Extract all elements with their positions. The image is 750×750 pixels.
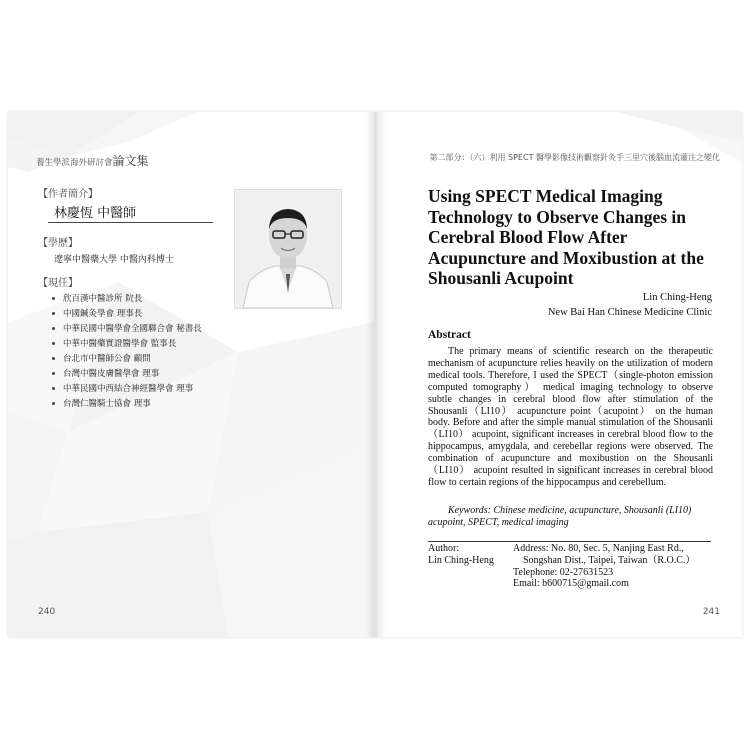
right-running-header: 第二部分：（六）利用 SPECT 醫學影像技術觀察針灸手三里穴後腦血流灌注之變化	[429, 153, 720, 162]
telephone-line: Telephone: 02-27631523	[513, 566, 614, 578]
left-header-title: 論文集	[112, 154, 149, 168]
keywords-line: Keywords: Chinese medicine, acupuncture, Shousanli (LI10) acupoint, SPECT, medical imaging	[428, 505, 692, 528]
bullet-icon	[52, 402, 55, 405]
position-item: 台灣仁醫騎士協會 理事	[52, 397, 202, 412]
positions-list	[52, 292, 202, 412]
book-gutter-shadow	[366, 112, 386, 637]
author-address-column	[513, 543, 695, 590]
positions-label: 【現任】	[38, 278, 78, 289]
address-line-1: Address: No. 80, Sec. 5, Nanjing East Rd.,	[513, 543, 684, 554]
position-item: 欣百漢中醫診所 院長	[52, 292, 202, 307]
author-label-name: Lin Ching-Heng	[428, 554, 494, 566]
left-header-prefix: 養生學派海外研討會	[36, 158, 113, 168]
author-info-rule	[428, 541, 711, 542]
education-label: 【學歷】	[38, 238, 78, 249]
author-profile-label: 【作者簡介】	[38, 189, 98, 200]
position-item: 中華民國中西結合神經醫學會 理事	[52, 382, 202, 397]
bullet-icon	[52, 372, 55, 375]
position-item: 台北市中醫師公會 顧問	[52, 352, 202, 367]
position-item: 台灣中醫皮膚醫學會 理事	[52, 367, 202, 382]
position-item: 中華中醫藥實證醫學會 監事長	[52, 337, 202, 352]
left-running-header	[36, 152, 149, 169]
left-page	[8, 112, 374, 637]
author-name: 林慶恆 中醫師	[54, 206, 137, 221]
author-portrait-photo	[234, 189, 342, 309]
left-page-number: 240	[38, 607, 56, 617]
bullet-icon	[52, 312, 55, 315]
address-line-2: Songshan Dist., Taipei, Taiwan（R.O.C.）	[523, 554, 696, 566]
bullet-icon	[52, 387, 55, 390]
book-spread	[8, 112, 742, 637]
paper-title: Using SPECT Medical Imaging Technology to Observe Changes in Cerebral Blood Flow After Acupuncture and Moxibustion at the Shousanli Acupoint	[428, 186, 704, 288]
abstract-heading: Abstract	[428, 329, 471, 341]
abstract-text: The primary means of scientific research on the therapeutic mechanism of acupuncture relies heavily on the utilization of modern medical tools. Therefore, I used the SPECT（single-photon emission computed tomography） medical imaging technology to observe subtle changes in cerebral blood flow after stimulation of the Shousanli（LI10） acupuncture point（acupoint） on the human body. Before and after the simple manual stimulation of the Shousanli（LI10） acupoint, significant increases in cerebral blood flow to the hippocampus, amygdala, and cerebellar regions were observed. The combination of acupuncture and moxibustion on the Shousanli（LI10） acupoint resulted in significant increases in cerebral blood flow to certain regions of the hippocampus and cerebellum.	[428, 346, 713, 488]
paper-affiliation: New Bai Han Chinese Medicine Clinic	[547, 307, 712, 318]
author-label: Author:	[428, 543, 460, 554]
bullet-icon	[52, 297, 55, 300]
author-name-underline	[48, 222, 213, 223]
bullet-icon	[52, 357, 55, 360]
position-item: 中國鍼灸學會 理事長	[52, 307, 202, 322]
bullet-icon	[52, 327, 55, 330]
position-item: 中華民國中醫學會全國聯合會 秘書長	[52, 322, 202, 337]
paper-author: Lin Ching-Heng	[642, 292, 712, 303]
education-entry: 遼寧中醫藥大學 中醫內科博士	[54, 255, 174, 265]
email-line: Email: b600715@gmail.com	[513, 578, 629, 590]
right-page-number: 241	[702, 607, 720, 617]
author-label-column	[428, 543, 508, 567]
bullet-icon	[52, 342, 55, 345]
right-page	[376, 112, 742, 637]
portrait-illustration	[235, 190, 341, 308]
